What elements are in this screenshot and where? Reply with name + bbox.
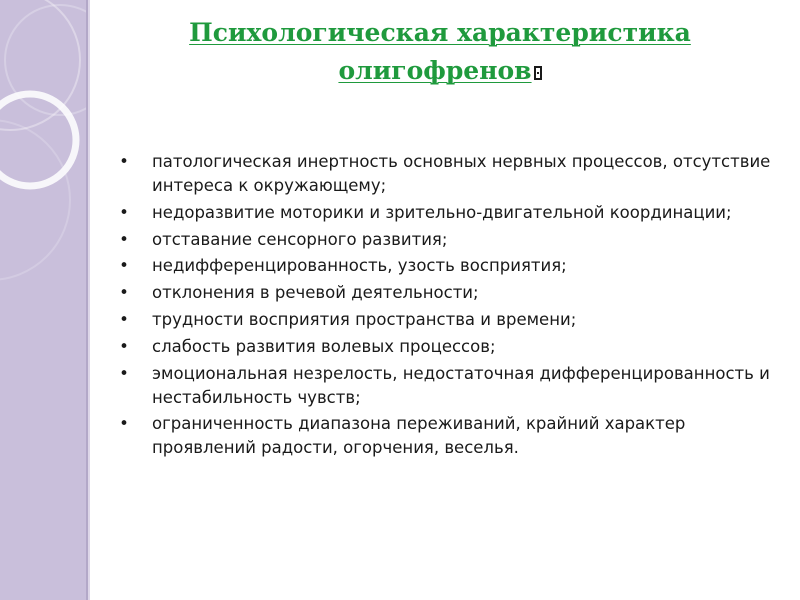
list-item <box>112 412 792 460</box>
list-item-text: эмоциональная незрелость, недостаточная дифференцированность и нестабильность чувств; <box>152 363 770 407</box>
bullet-icon: • <box>119 309 129 329</box>
bullet-icon: • <box>119 363 129 383</box>
bullet-icon: • <box>119 283 129 303</box>
decorative-circles-graphic <box>0 0 90 600</box>
bullet-icon: • <box>119 336 129 356</box>
list-item <box>112 308 792 332</box>
missing-glyph-icon <box>534 66 542 80</box>
list-item-text: ограниченность диапазона переживаний, крайний характер проявлений радости, огорчения, веселья. <box>152 414 686 458</box>
list-item <box>112 362 792 410</box>
list-item-text: отклонения в речевой деятельности; <box>152 283 479 303</box>
list-item <box>112 228 792 252</box>
bullet-icon: • <box>119 202 129 222</box>
decorative-sidebar <box>0 0 90 600</box>
slide-title-line-2-wrap <box>110 52 770 90</box>
list-item-text: недоразвитие моторики и зрительно-двигательной координации; <box>152 202 732 222</box>
bullet-icon: • <box>119 152 129 171</box>
sidebar-edge-highlight <box>88 0 90 600</box>
list-item-text: недифференцированность, узость восприятия; <box>152 256 567 276</box>
slide-title-line-1: Психологическая характеристика <box>189 18 691 47</box>
list-item <box>112 201 792 225</box>
list-item-text: слабость развития волевых процессов; <box>152 336 496 356</box>
list-item <box>112 335 792 359</box>
list-item <box>112 281 792 305</box>
list-item-text: отставание сенсорного развития; <box>152 229 448 249</box>
bullet-icon: • <box>119 229 129 249</box>
bullet-list <box>112 150 792 463</box>
list-item-text: трудности восприятия пространства и времени; <box>152 309 577 329</box>
list-item <box>112 254 792 278</box>
bullet-icon: • <box>119 256 129 276</box>
slide-title <box>110 14 770 90</box>
list-item-text: патологическая инертность основных нервных процессов, отсутствие интереса к окружающему; <box>152 152 771 195</box>
list-item <box>112 150 792 198</box>
slide-title-line-2: олигофренов <box>338 56 532 85</box>
bullet-icon: • <box>119 414 129 434</box>
